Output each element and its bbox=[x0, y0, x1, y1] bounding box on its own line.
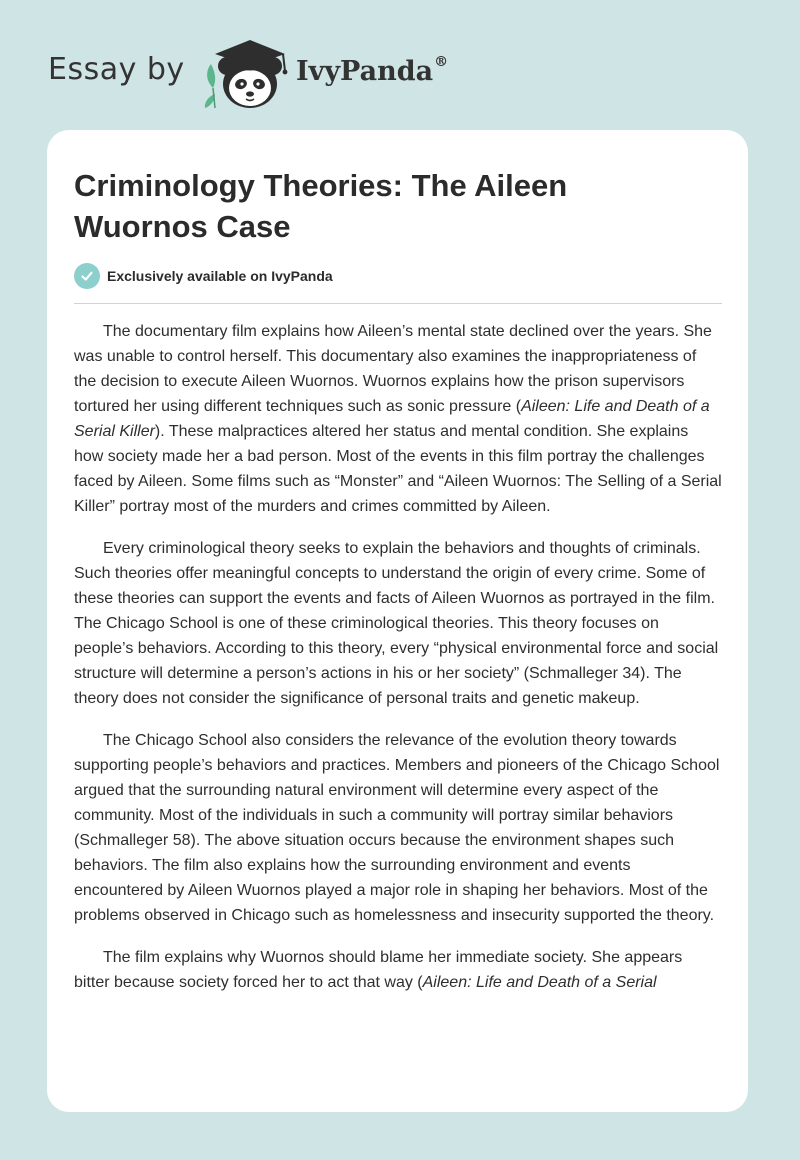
exclusive-badge bbox=[74, 263, 333, 289]
paragraph bbox=[74, 319, 722, 519]
paragraph bbox=[74, 536, 722, 711]
article-body bbox=[74, 319, 722, 1012]
film-title: Aileen: Life and Death of a Serial bbox=[422, 974, 657, 991]
paragraph-text: The film explains why Wuornos should blame her immediate society. She appears bitter because society forced her to act that way ( bbox=[74, 949, 683, 991]
paragraph-text: The Chicago School also considers the relevance of the evolution theory towards supporting people’s behaviors and practices. Members and pioneers of the Chicago School argued that the surrounding natural environment will determine every aspect of the community. Most of the individuals in such a community will portray similar behaviors (Schmalleger 58). The above situation occurs because the environment shapes such behaviors. The film also explains how the surrounding environment and events encountered by Aileen Wuornos played a major role in shaping her behaviors. Most of the problems observed in Chicago such as homelessness and insecurity supported the theory. bbox=[74, 732, 720, 924]
brand-name-text: IvyPanda bbox=[296, 56, 434, 87]
paragraph bbox=[74, 728, 722, 928]
essay-card bbox=[47, 130, 748, 1112]
exclusive-label: Exclusively available on IvyPanda bbox=[107, 268, 333, 284]
paragraph-text: Every criminological theory seeks to explain the behaviors and thoughts of criminals. Such theories offer meaningful concepts to understand the origin of every crime. Some of these theories can support the events and facts of Aileen Wuornos as portrayed in the film. The Chicago School is one of these criminological theories. This theory focuses on people’s behaviors. According to this theory, every “physical environmental force and social structure will determine a person’s actions in his or her society” (Schmalleger 34). The theory does not consider the significance of personal traits and genetic makeup. bbox=[74, 540, 719, 707]
check-icon bbox=[74, 263, 100, 289]
brand-name[interactable] bbox=[296, 56, 448, 87]
divider bbox=[74, 303, 722, 304]
page-title: Criminology Theories: The Aileen Wuornos Case bbox=[74, 168, 568, 244]
paragraph-text: ). These malpractices altered her status and mental condition. She explains how society made her a bad person. Most of the events in this film portray the challenges faced by Aileen. Some films such as “Monster” and “Aileen Wuornos: The Selling of a Serial Killer” portray most of the murders and crimes committed by Aileen. bbox=[74, 423, 722, 515]
paragraph bbox=[74, 945, 722, 995]
registered-mark: ® bbox=[434, 54, 449, 70]
paragraph-text: The documentary film explains how Aileen’s mental state declined over the years. She was unable to control herself. This documentary also examines the inappropriateness of the decision to execute Aileen Wuornos. Wuornos explains how the prison supervisors tortured her using different techniques such as sonic pressure ( bbox=[74, 323, 712, 415]
brand-prefix: Essay by bbox=[48, 52, 185, 87]
leaf-icon bbox=[205, 64, 215, 108]
film-title: Aileen: Life and Death of a Serial Killer bbox=[74, 398, 710, 440]
site-header bbox=[48, 34, 508, 110]
panda-graduate-icon[interactable] bbox=[201, 34, 301, 110]
